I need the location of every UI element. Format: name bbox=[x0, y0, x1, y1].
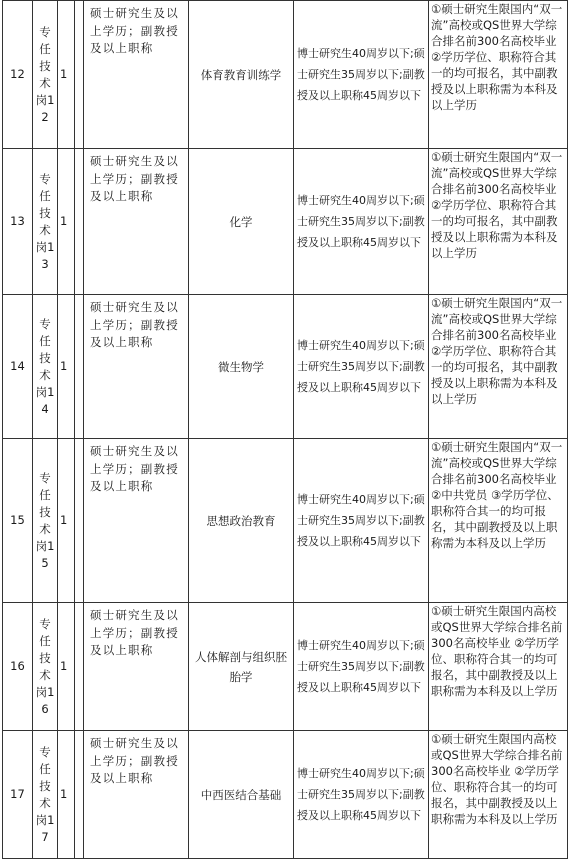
count-cell: 1 bbox=[58, 603, 75, 731]
education-cell: 硕士研究生及以上学历；副教授及以上职称 bbox=[84, 1, 189, 149]
seq-cell: 16 bbox=[3, 603, 33, 731]
age-cell: 博士研究生40周岁以下;硕士研究生35周岁以下;副教授及以上职称45周岁以下 bbox=[294, 1, 429, 149]
post-cell: 专任技术岗15 bbox=[33, 439, 58, 603]
count-cell: 1 bbox=[58, 731, 75, 859]
seq-cell: 17 bbox=[3, 731, 33, 859]
recruitment-table bbox=[2, 0, 568, 859]
age-cell: 博士研究生40周岁以下;硕士研究生35周岁以下;副教授及以上职称45周岁以下 bbox=[294, 149, 429, 295]
seq-cell: 13 bbox=[3, 149, 33, 295]
requirements-cell: ①硕士研究生限国内“双一流”高校或QS世界大学综合排名前300名高校毕业 ②中共党员 ③学历学位、职称符合其一的均可报名，其中副教授及以上职称需为本科及以上学历 bbox=[429, 439, 568, 603]
count-cell: 1 bbox=[58, 149, 75, 295]
requirements-cell: ①硕士研究生限国内“双一流”高校或QS世界大学综合排名前300名高校毕业 ②学历学位、职称符合其一的均可报名，其中副教授及以上职称需为本科及以上学历 bbox=[429, 1, 568, 149]
spacer-cell bbox=[75, 1, 84, 149]
table-row bbox=[3, 731, 568, 859]
table-row bbox=[3, 439, 568, 603]
requirements-cell: ①硕士研究生限国内高校或QS世界大学综合排名前300名高校毕业 ②学历学位、职称符合其一的均可报名，其中副教授及以上职称需为本科及以上学历 bbox=[429, 731, 568, 859]
age-cell: 博士研究生40周岁以下;硕士研究生35周岁以下;副教授及以上职称45周岁以下 bbox=[294, 603, 429, 731]
major-cell: 化学 bbox=[189, 149, 294, 295]
spacer-cell bbox=[75, 603, 84, 731]
requirements-cell: ①硕士研究生限国内“双一流”高校或QS世界大学综合排名前300名高校毕业 ②学历学位、职称符合其一的均可报名，其中副教授及以上职称需为本科及以上学历 bbox=[429, 149, 568, 295]
major-cell: 微生物学 bbox=[189, 295, 294, 439]
table-row bbox=[3, 1, 568, 149]
major-cell: 思想政治教育 bbox=[189, 439, 294, 603]
table-row bbox=[3, 149, 568, 295]
count-cell: 1 bbox=[58, 1, 75, 149]
count-cell: 1 bbox=[58, 295, 75, 439]
education-cell: 硕士研究生及以上学历；副教授及以上职称 bbox=[84, 603, 189, 731]
education-cell: 硕士研究生及以上学历；副教授及以上职称 bbox=[84, 149, 189, 295]
age-cell: 博士研究生40周岁以下;硕士研究生35周岁以下;副教授及以上职称45周岁以下 bbox=[294, 439, 429, 603]
post-cell: 专任技术岗17 bbox=[33, 731, 58, 859]
spacer-cell bbox=[75, 439, 84, 603]
major-cell: 人体解剖与组织胚胎学 bbox=[189, 603, 294, 731]
post-cell: 专任技术岗16 bbox=[33, 603, 58, 731]
table-row bbox=[3, 295, 568, 439]
age-cell: 博士研究生40周岁以下;硕士研究生35周岁以下;副教授及以上职称45周岁以下 bbox=[294, 731, 429, 859]
seq-cell: 15 bbox=[3, 439, 33, 603]
age-cell: 博士研究生40周岁以下;硕士研究生35周岁以下;副教授及以上职称45周岁以下 bbox=[294, 295, 429, 439]
post-cell: 专任技术岗13 bbox=[33, 149, 58, 295]
education-cell: 硕士研究生及以上学历；副教授及以上职称 bbox=[84, 439, 189, 603]
requirements-cell: ①硕士研究生限国内“双一流”高校或QS世界大学综合排名前300名高校毕业 ②学历学位、职称符合其一的均可报名，其中副教授及以上职称需为本科及以上学历 bbox=[429, 295, 568, 439]
table-row bbox=[3, 603, 568, 731]
major-cell: 中西医结合基础 bbox=[189, 731, 294, 859]
count-cell: 1 bbox=[58, 439, 75, 603]
education-cell: 硕士研究生及以上学历；副教授及以上职称 bbox=[84, 731, 189, 859]
post-cell: 专任技术岗14 bbox=[33, 295, 58, 439]
seq-cell: 12 bbox=[3, 1, 33, 149]
seq-cell: 14 bbox=[3, 295, 33, 439]
major-cell: 体育教育训练学 bbox=[189, 1, 294, 149]
spacer-cell bbox=[75, 149, 84, 295]
spacer-cell bbox=[75, 295, 84, 439]
post-cell: 专任技术岗12 bbox=[33, 1, 58, 149]
education-cell: 硕士研究生及以上学历；副教授及以上职称 bbox=[84, 295, 189, 439]
requirements-cell: ①硕士研究生限国内高校或QS世界大学综合排名前300名高校毕业 ②学历学位、职称符合其一的均可报名，其中副教授及以上职称需为本科及以上学历 bbox=[429, 603, 568, 731]
spacer-cell bbox=[75, 731, 84, 859]
